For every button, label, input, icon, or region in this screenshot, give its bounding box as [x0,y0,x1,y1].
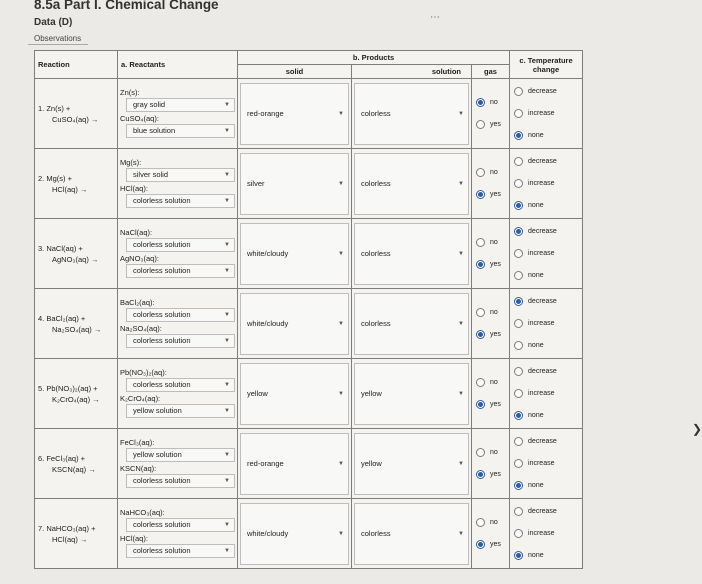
table-row [35,429,583,499]
chevron-down-icon: ▼ [338,110,344,117]
radio-button[interactable] [514,389,523,398]
radio-button[interactable] [476,448,485,457]
gas-option-no[interactable] [476,162,505,184]
reactant-2-select[interactable] [126,474,235,488]
radio-button[interactable] [514,157,523,166]
gas-option-yes[interactable] [476,394,505,416]
reactant-2-select[interactable] [126,264,235,278]
divider [28,44,88,45]
radio-button[interactable] [476,330,485,339]
temp-option-label: increase [528,530,555,537]
reactant-1-value: colorless solution [133,520,191,529]
radio-button[interactable] [514,109,523,118]
reactants-cell [118,289,238,359]
solution-select[interactable] [354,83,469,145]
reactant-2-value: colorless solution [133,196,191,205]
temp-option-label: none [528,132,544,139]
chevron-down-icon: ▼ [224,101,230,108]
reactant-label: BaCl₂(aq): [120,297,155,307]
temp-option-decrease[interactable] [514,361,578,383]
observations-table [34,50,583,569]
chevron-down-icon: ▼ [224,521,230,528]
page-title: 8.5a Part I. Chemical Change [34,0,219,12]
reactant-2-value: colorless solution [133,476,191,485]
reactant-1-select[interactable] [126,98,235,112]
gas-cell [472,499,510,569]
temp-option-label: none [528,412,544,419]
temp-option-decrease[interactable] [514,221,578,243]
gas-cell [472,149,510,219]
reaction-equation: 5. Pb(NO₃)₂(aq) + [38,383,98,393]
temp-option-increase[interactable] [514,313,578,335]
chevron-down-icon: ▼ [224,197,230,204]
gas-option-yes[interactable] [476,254,505,276]
chevron-down-icon: ▼ [338,390,344,397]
temp-option-label: none [528,552,544,559]
reactant-2-value: colorless solution [133,336,191,345]
gas-cell [472,289,510,359]
table-row [35,359,583,429]
temp-option-none[interactable] [514,475,578,497]
chevron-down-icon: ▼ [338,530,344,537]
solid-value: white/cloudy [247,529,289,538]
gas-option-yes[interactable] [476,464,505,486]
reactant-1-value: colorless solution [133,310,191,319]
temp-option-label: none [528,342,544,349]
chevron-down-icon: ▼ [458,460,464,467]
radio-button[interactable] [514,341,523,350]
solid-select[interactable] [240,83,349,145]
temp-option-increase[interactable] [514,453,578,475]
reaction-equation-cont: K₂CrO₄(aq) → [52,394,100,404]
radio-button[interactable] [476,120,485,129]
radio-button[interactable] [514,319,523,328]
chevron-down-icon: ▼ [458,390,464,397]
chevron-down-icon: ▼ [224,337,230,344]
temperature-cell [510,79,583,149]
radio-button[interactable] [514,249,523,258]
reactant-label: AgNO₃(aq): [120,253,159,263]
reaction-equation-cont: CuSO₄(aq) → [52,114,99,124]
solid-cell [238,429,352,499]
reactant-label: K₂CrO₄(aq): [120,393,161,403]
gas-option-yes[interactable] [476,184,505,206]
gas-option-label: no [490,169,498,176]
header-solution: solution [352,65,472,79]
reactant-label: Na₂SO₄(aq): [120,323,162,333]
solid-cell [238,359,352,429]
gas-option-label: yes [490,331,501,338]
reactant-label: FeCl₃(aq): [120,437,155,447]
chevron-down-icon: ▼ [338,320,344,327]
temperature-cell [510,499,583,569]
table-row [35,499,583,569]
temperature-cell [510,149,583,219]
solid-select[interactable] [240,153,349,215]
solid-value: white/cloudy [247,249,289,258]
reactant-label: KSCN(aq): [120,463,157,473]
reaction-cell [35,79,118,149]
solution-cell [352,359,472,429]
reaction-cell [35,499,118,569]
solution-value: colorless [361,529,391,538]
table-row [35,219,583,289]
reactant-2-value: colorless solution [133,546,191,555]
gas-option-no[interactable] [476,442,505,464]
temp-option-label: decrease [528,228,557,235]
reactant-1-select[interactable] [126,168,235,182]
temp-option-none[interactable] [514,405,578,427]
solution-value: colorless [361,319,391,328]
chevron-down-icon: ▼ [224,171,230,178]
temp-option-none[interactable] [514,265,578,287]
temp-option-decrease[interactable] [514,81,578,103]
radio-button[interactable] [476,308,485,317]
radio-button[interactable] [476,168,485,177]
reactants-cell [118,79,238,149]
temp-option-none[interactable] [514,125,578,147]
solid-select[interactable] [240,223,349,285]
radio-button[interactable] [514,411,523,420]
radio-button[interactable] [514,437,523,446]
radio-button[interactable] [514,201,523,210]
temp-option-increase[interactable] [514,383,578,405]
gas-option-label: yes [490,471,501,478]
radio-button[interactable] [514,297,523,306]
reactant-2-select[interactable] [126,334,235,348]
temperature-cell [510,289,583,359]
radio-button[interactable] [514,507,523,516]
radio-button[interactable] [476,260,485,269]
reactants-cell [118,219,238,289]
gas-option-label: yes [490,261,501,268]
radio-button[interactable] [514,87,523,96]
gas-option-label: no [490,449,498,456]
chevron-right-icon[interactable]: ❯ [692,422,702,436]
solid-select[interactable] [240,363,349,425]
gas-option-yes[interactable] [476,324,505,346]
solution-select[interactable] [354,293,469,355]
chevron-down-icon: ▼ [224,127,230,134]
chevron-down-icon: ▼ [338,460,344,467]
reaction-cell [35,429,118,499]
table-row [35,79,583,149]
reactant-1-value: colorless solution [133,240,191,249]
solution-select[interactable] [354,223,469,285]
chevron-down-icon: ▼ [224,241,230,248]
radio-button[interactable] [514,459,523,468]
reaction-equation: 3. NaCl(aq) + [38,243,83,253]
header-gas: gas [472,65,510,79]
solid-value: silver [247,179,265,188]
solution-cell [352,79,472,149]
reactant-label: HCl(aq): [120,533,148,543]
chevron-down-icon: ▼ [224,477,230,484]
radio-button[interactable] [476,190,485,199]
solid-value: yellow [247,389,268,398]
radio-button[interactable] [514,481,523,490]
temp-option-label: decrease [528,158,557,165]
reactant-2-value: blue solution [133,126,176,135]
radio-button[interactable] [514,367,523,376]
reaction-equation-cont: Na₂SO₄(aq) → [52,324,102,334]
gas-cell [472,79,510,149]
chevron-down-icon: ▼ [224,407,230,414]
temp-option-none[interactable] [514,335,578,357]
chevron-down-icon: ▼ [224,451,230,458]
solid-cell [238,149,352,219]
temp-option-none[interactable] [514,545,578,567]
section-subtitle: Data (D) [34,17,73,28]
solution-cell [352,149,472,219]
observations-label: Observations [34,34,82,43]
temp-option-label: increase [528,460,555,467]
reactant-2-select[interactable] [126,124,235,138]
reactant-2-value: yellow solution [133,406,182,415]
solid-cell [238,499,352,569]
gas-cell [472,429,510,499]
radio-button[interactable] [476,400,485,409]
header-temperature: c. Temperature change [510,51,583,79]
temperature-cell [510,429,583,499]
solid-select[interactable] [240,503,349,565]
gas-option-yes[interactable] [476,534,505,556]
reaction-cell [35,149,118,219]
radio-button[interactable] [514,131,523,140]
reactant-1-select[interactable] [126,238,235,252]
reaction-equation: 6. FeCl₃(aq) + [38,453,86,463]
reactant-1-value: silver solid [133,170,169,179]
reactant-1-select[interactable] [126,518,235,532]
solution-value: yellow [361,459,382,468]
solution-cell [352,499,472,569]
reaction-equation: 4. BaCl₂(aq) + [38,313,86,323]
reactants-cell [118,499,238,569]
reaction-cell [35,289,118,359]
chevron-down-icon: ▼ [224,311,230,318]
solid-value: white/cloudy [247,319,289,328]
gas-option-label: no [490,519,498,526]
reactant-2-select[interactable] [126,544,235,558]
temp-option-increase[interactable] [514,173,578,195]
solution-cell [352,429,472,499]
temp-option-increase[interactable] [514,103,578,125]
radio-button[interactable] [514,227,523,236]
reactant-2-value: colorless solution [133,266,191,275]
solution-select[interactable] [354,363,469,425]
reactants-cell [118,149,238,219]
solution-value: colorless [361,249,391,258]
chevron-down-icon: ▼ [224,547,230,554]
gas-option-label: yes [490,541,501,548]
solution-value: colorless [361,109,391,118]
radio-button[interactable] [476,98,485,107]
header-reaction: Reaction [35,51,118,79]
gas-option-label: no [490,379,498,386]
chevron-down-icon: ▼ [458,530,464,537]
reaction-equation-cont: HCl(aq) → [52,534,88,544]
radio-button[interactable] [514,271,523,280]
reactants-cell [118,429,238,499]
reactant-label: HCl(aq): [120,183,148,193]
reactant-label: Pb(NO₃)₂(aq): [120,367,167,377]
temp-option-label: decrease [528,88,557,95]
gas-option-no[interactable] [476,232,505,254]
temp-option-label: increase [528,180,555,187]
chevron-down-icon: ▼ [458,110,464,117]
temp-option-label: increase [528,390,555,397]
table-row [35,289,583,359]
solution-cell [352,289,472,359]
reactant-1-value: gray solid [133,100,166,109]
chevron-down-icon: ▼ [458,320,464,327]
solid-cell [238,79,352,149]
gas-option-label: yes [490,401,501,408]
solid-cell [238,219,352,289]
reactant-1-select[interactable] [126,448,235,462]
gas-option-label: no [490,99,498,106]
radio-button[interactable] [514,179,523,188]
chevron-down-icon: ▼ [224,267,230,274]
header-solid: solid [238,65,352,79]
reactant-label: NaHCO₃(aq): [120,507,165,517]
temp-option-increase[interactable] [514,523,578,545]
gas-cell [472,219,510,289]
solid-select[interactable] [240,433,349,495]
reactant-1-value: yellow solution [133,450,182,459]
reactant-2-select[interactable] [126,194,235,208]
temp-option-label: none [528,272,544,279]
reactant-label: CuSO₄(aq): [120,113,159,123]
solution-select[interactable] [354,153,469,215]
solid-value: red-orange [247,459,284,468]
gas-option-no[interactable] [476,302,505,324]
reactant-label: Zn(s): [120,87,140,97]
chevron-down-icon: ▼ [458,180,464,187]
reaction-equation: 1. Zn(s) + [38,103,71,113]
temperature-cell [510,219,583,289]
temp-option-label: decrease [528,508,557,515]
temp-option-decrease[interactable] [514,151,578,173]
temp-option-label: increase [528,110,555,117]
radio-button[interactable] [476,518,485,527]
radio-button[interactable] [476,470,485,479]
reaction-equation-cont: KSCN(aq) → [52,464,96,474]
solution-select[interactable] [354,503,469,565]
temp-option-label: decrease [528,368,557,375]
page-header [0,0,700,50]
gas-option-no[interactable] [476,92,505,114]
radio-button[interactable] [514,551,523,560]
radio-button[interactable] [476,238,485,247]
more-icon[interactable]: ⋯ [430,12,440,23]
temp-option-label: decrease [528,438,557,445]
reaction-equation: 7. NaHCO₃(aq) + [38,523,96,533]
gas-option-no[interactable] [476,372,505,394]
temp-option-label: none [528,202,544,209]
temp-option-label: increase [528,320,555,327]
temp-option-decrease[interactable] [514,431,578,453]
reaction-cell [35,219,118,289]
solution-cell [352,219,472,289]
reactant-label: Mg(s): [120,157,142,167]
reactant-1-select[interactable] [126,378,235,392]
solid-value: red-orange [247,109,284,118]
gas-option-label: no [490,309,498,316]
temp-option-decrease[interactable] [514,291,578,313]
temp-option-label: none [528,482,544,489]
header-products: b. Products [238,51,510,65]
solution-select[interactable] [354,433,469,495]
gas-option-label: no [490,239,498,246]
chevron-down-icon: ▼ [458,250,464,257]
temp-option-label: increase [528,250,555,257]
solution-value: colorless [361,179,391,188]
reaction-cell [35,359,118,429]
radio-button[interactable] [514,529,523,538]
chevron-down-icon: ▼ [338,250,344,257]
temp-option-label: decrease [528,298,557,305]
reactants-cell [118,359,238,429]
radio-button[interactable] [476,378,485,387]
gas-option-label: yes [490,121,501,128]
reaction-equation-cont: AgNO₃(aq) → [52,254,99,264]
header-reactants: a. Reactants [118,51,238,79]
chevron-down-icon: ▼ [224,381,230,388]
reactant-1-select[interactable] [126,308,235,322]
reactant-2-select[interactable] [126,404,235,418]
temp-option-increase[interactable] [514,243,578,265]
temp-option-decrease[interactable] [514,501,578,523]
temperature-cell [510,359,583,429]
solid-select[interactable] [240,293,349,355]
gas-option-no[interactable] [476,512,505,534]
solution-value: yellow [361,389,382,398]
chevron-down-icon: ▼ [338,180,344,187]
reaction-equation: 2. Mg(s) + [38,173,72,183]
gas-option-label: yes [490,191,501,198]
reactant-1-value: colorless solution [133,380,191,389]
solid-cell [238,289,352,359]
gas-option-yes[interactable] [476,114,505,136]
gas-cell [472,359,510,429]
radio-button[interactable] [476,540,485,549]
table-row [35,149,583,219]
reactant-label: NaCl(aq): [120,227,153,237]
reaction-equation-cont: HCl(aq) → [52,184,88,194]
temp-option-none[interactable] [514,195,578,217]
